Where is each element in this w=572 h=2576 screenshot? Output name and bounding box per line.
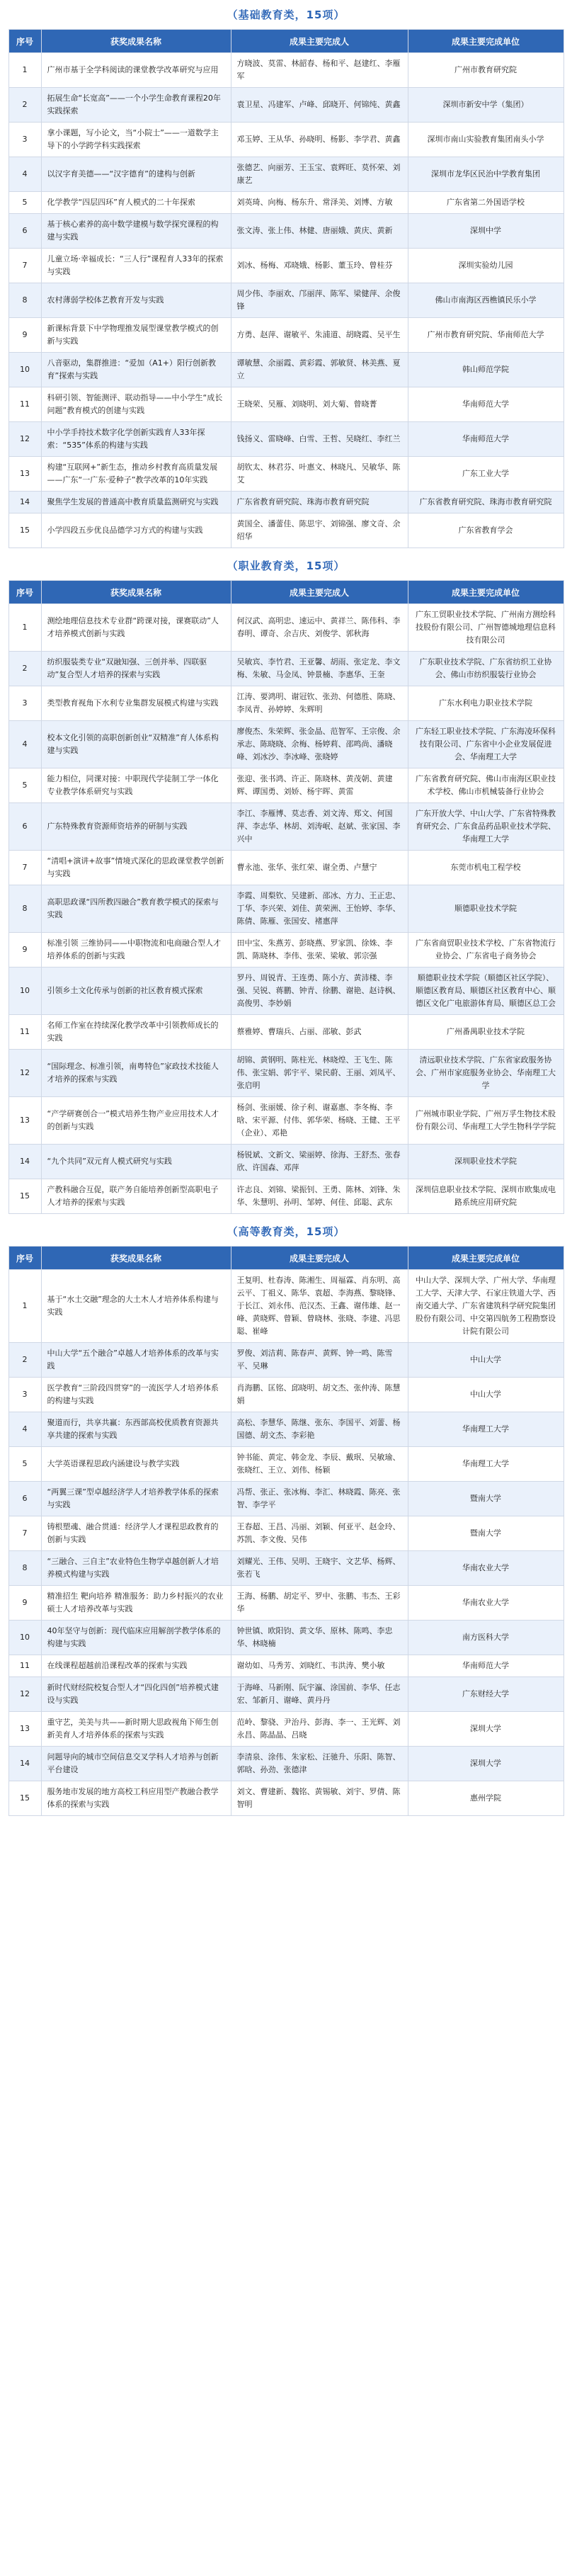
cell-unit: 广州城市职业学院、广州万孚生物技术股份有限公司、华南理工大学生物科学学院 (408, 1097, 564, 1145)
cell-people: 刘英琦、向梅、杨东升、常泽美、刘博、方敏 (231, 192, 408, 214)
cell-no: 14 (8, 1145, 41, 1179)
cell-no: 11 (8, 1015, 41, 1050)
cell-name: 名师工作室在持续深化教学改革中引领教师成长的实践 (41, 1015, 231, 1050)
cell-people: 王春超、王昌、冯丽、刘颖、何亚平、赵金玲、苏凯、李文俊、吴伟 (231, 1516, 408, 1551)
cell-unit: 广东省第二外国语学校 (408, 192, 564, 214)
table-row (8, 721, 564, 768)
cell-no: 10 (8, 968, 41, 1015)
cell-name: 聚焦学生发展的普通高中教育质量监测研究与实践 (41, 492, 231, 514)
table-row (8, 1179, 564, 1214)
cell-name: 服务地市发展的地方高校工科应用型产教融合教学体系的探索与实践 (41, 1781, 231, 1816)
awards-table (8, 1246, 564, 1816)
table-row (8, 1586, 564, 1621)
cell-no: 7 (8, 1516, 41, 1551)
cell-unit: 东莞市机电工程学校 (408, 851, 564, 885)
table-row (8, 318, 564, 353)
cell-people: 王复明、杜春涛、陈湘生、周福霖、肖东明、高云平、丁祖义、陈华、袁超、李海燕、黎晓锋、于长江、刘永伟、范汉杰、王鑫、谢伟雄、赵一峰、黄晓辉、曾颖、曾晓林、张晓、李建、冯思聪、崔峰 (231, 1270, 408, 1343)
cell-name: “清唱+演讲+故事”情境式深化的思政课堂教学创新与实践 (41, 851, 231, 885)
table-header-row (8, 30, 564, 53)
cell-name: 拓展生命“长宽高”——一个小学生命教育课程20年实践探索 (41, 88, 231, 123)
cell-people: 罗丹、周锐青、王连勇、陈小方、黄沛楼、李强、吴锐、蒋鹏、钟青、徐鹏、谢艳、赵诗枫、高俊男、李妙娟 (231, 968, 408, 1015)
column-header-no: 序号 (8, 30, 41, 53)
cell-name: 科研引领、智能测评、联动指导——中小学生“成长问题”教育模式的创建与实践 (41, 387, 231, 422)
cell-name: 新时代财经院校复合型人才“四化四创”培养模式建设与实践 (41, 1677, 231, 1712)
cell-unit: 广东轻工职业技术学院、广东海凌环保科技有限公司、广东省中小企业发展促进会、华南理工大学 (408, 721, 564, 768)
cell-people: 肖海鹏、匡铭、邱晓明、胡文杰、张仲涛、陈慧娟 (231, 1378, 408, 1412)
cell-name: 中山大学“五个融合”卓越人才培养体系的改革与实践 (41, 1343, 231, 1378)
cell-people: 高松、李慧华、陈继、张东、李国平、刘蕾、杨国德、胡文杰、李彩艳 (231, 1412, 408, 1447)
cell-name: 构建“互联网+”新生态，推动乡村教育高质量发展——广东“一广东·爱种子”教学改革的10年实践 (41, 457, 231, 492)
cell-people: 谢幼如、马秀芳、刘晓红、韦洪涛、樊小敏 (231, 1655, 408, 1677)
table-row (8, 1050, 564, 1097)
table-row (8, 283, 564, 318)
cell-no: 3 (8, 123, 41, 157)
cell-no: 6 (8, 214, 41, 249)
cell-no: 1 (8, 1270, 41, 1343)
cell-name: “两翼三课”型卓越经济学人才培养教学体系的探索与实践 (41, 1482, 231, 1516)
table-row (8, 885, 564, 933)
cell-unit: 顺德职业技术学院 (408, 885, 564, 933)
cell-no: 5 (8, 1447, 41, 1482)
cell-unit: 广州市教育研究院、华南师范大学 (408, 318, 564, 353)
column-header-people: 成果主要完成人 (231, 1247, 408, 1270)
table-header-row (8, 1247, 564, 1270)
table-row (8, 1343, 564, 1378)
table-row (8, 214, 564, 249)
cell-people: 胡钦太、林君芬、叶惠文、林晓凡、吴敏华、陈艾 (231, 457, 408, 492)
cell-people: 邓玉婷、王从华、孙晓明、杨影、李学君、黄鑫 (231, 123, 408, 157)
table-row (8, 1447, 564, 1482)
table-row (8, 53, 564, 88)
cell-unit: 深圳实验幼儿园 (408, 249, 564, 283)
table-row (8, 157, 564, 192)
table-row (8, 514, 564, 548)
cell-people: 钟世镇、欧阳钧、黄文华、原林、陈鸣、李忠华、林晓楠 (231, 1621, 408, 1655)
column-header-unit: 成果主要完成单位 (408, 581, 564, 604)
section-title: （基础教育类，15项） (227, 8, 345, 21)
cell-people: 李江、李雁博、莫志香、刘文涛、郑文、何国萍、李志华、林胡、刘涛岷、赵斌、张家国、李兴中 (231, 803, 408, 851)
table-row (8, 1551, 564, 1586)
cell-no: 13 (8, 1097, 41, 1145)
table-row (8, 1516, 564, 1551)
cell-people: 范岭、黎骁、尹治丹、彭海、李一、王光辉、刘永昌、陈晶晶、吕晓 (231, 1712, 408, 1747)
cell-unit: 广东水利电力职业技术学院 (408, 686, 564, 721)
table-row (8, 387, 564, 422)
cell-name: 高职思政课“四所教四融合”教育教学模式的探索与实践 (41, 885, 231, 933)
table-row (8, 1747, 564, 1781)
cell-people: 广东省教育研究院、珠海市教育研究院 (231, 492, 408, 514)
cell-unit: 广州市教育研究院 (408, 53, 564, 88)
cell-no: 11 (8, 387, 41, 422)
table-row (8, 353, 564, 387)
cell-no: 11 (8, 1655, 41, 1677)
cell-unit: 南方医科大学 (408, 1621, 564, 1655)
section-title: （职业教育类，15项） (227, 560, 345, 572)
cell-people: 刘耀光、王伟、吴明、王晓宇、文艺华、杨辉、张若飞 (231, 1551, 408, 1586)
cell-unit: 广东省教育学会 (408, 514, 564, 548)
table-row (8, 851, 564, 885)
table-row (8, 1145, 564, 1179)
cell-name: 测绘地理信息技术专业群“跨课对接，课赛联动”人才培养模式创新与实践 (41, 604, 231, 652)
cell-unit: 中山大学 (408, 1343, 564, 1378)
cell-no: 15 (8, 1179, 41, 1214)
table-row (8, 604, 564, 652)
cell-people: 冯帮、张正、张冰梅、李汇、林晓霞、陈亮、张智、李学平 (231, 1482, 408, 1516)
cell-unit: 佛山市南海区西樵镇民乐小学 (408, 283, 564, 318)
cell-no: 12 (8, 422, 41, 457)
cell-no: 5 (8, 768, 41, 803)
cell-name: 医学教育“三阶段四贯穿”的一流医学人才培养体系的构建与实践 (41, 1378, 231, 1412)
cell-name: 问题导向的城市空间信息交叉学科人才培养与创新平台建设 (41, 1747, 231, 1781)
cell-no: 8 (8, 283, 41, 318)
cell-name: 类型教育视角下水利专业集群发展模式构建与实践 (41, 686, 231, 721)
cell-people: 刘冰、杨梅、邓晓娥、杨影、董玉玲、曾桂芬 (231, 249, 408, 283)
cell-people: 钟书能、黄定、韩金龙、李辰、戴珉、吴敏瑜、张晓红、王立、刘伟、杨颖 (231, 1447, 408, 1482)
cell-name: 在线课程超越前沿课程改革的探索与实践 (41, 1655, 231, 1677)
cell-unit: 华南理工大学 (408, 1447, 564, 1482)
cell-people: 吴敏宾、李竹君、王亚馨、胡雨、张定龙、李文梅、朱敏、马金凤、钟景楠、李惠华、王奎 (231, 652, 408, 686)
cell-unit: 广东工贸职业技术学院、广州南方测绘科技股份有限公司、广州智德城地理信息科技有限公司 (408, 604, 564, 652)
cell-unit: 暨南大学 (408, 1482, 564, 1516)
cell-name: 拿小课题，写小论文，当“小院士”——一道数学主导下的小学跨学科实践探索 (41, 123, 231, 157)
cell-unit: 中山大学 (408, 1378, 564, 1412)
cell-people: 周少伟、李丽欢、邝丽萍、陈军、梁健萍、余俊锋 (231, 283, 408, 318)
column-header-name: 获奖成果名称 (41, 1247, 231, 1270)
cell-unit: 广东职业技术学院、广东省纺织工业协会、佛山市纺织服装行业协会 (408, 652, 564, 686)
cell-no: 10 (8, 353, 41, 387)
cell-no: 6 (8, 1482, 41, 1516)
cell-name: 重守艺，美美与共——新时期大思政视角下师生创新美育人才培养体系的探索与实践 (41, 1712, 231, 1747)
table-row (8, 1712, 564, 1747)
cell-no: 9 (8, 318, 41, 353)
table-row (8, 968, 564, 1015)
cell-name: 中小学手持技术数字化学创新实践育人33年探索：“535”体系的构建与实践 (41, 422, 231, 457)
cell-name: 引领乡土文化传承与创新的社区教育模式探索 (41, 968, 231, 1015)
table-row (8, 1781, 564, 1816)
cell-unit: 惠州学院 (408, 1781, 564, 1816)
table-row (8, 1482, 564, 1516)
cell-no: 4 (8, 157, 41, 192)
cell-unit: 华南理工大学 (408, 1412, 564, 1447)
cell-no: 14 (8, 492, 41, 514)
page (0, 7, 572, 1816)
cell-people: 钱扬义、雷晓峰、白雪、王哲、吴晓红、李红兰 (231, 422, 408, 457)
cell-people: 于海峰、马新刚、阮宇瀛、涂国前、李华、任志宏、邹新月、谢峰、黄丹丹 (231, 1677, 408, 1712)
table-row (8, 422, 564, 457)
cell-people: 方晓波、莫雷、林韶春、杨和平、赵建红、李雁军 (231, 53, 408, 88)
cell-no: 4 (8, 1412, 41, 1447)
cell-unit: 广东省教育研究院、佛山市南海区职业技术学校、佛山市机械装备行业协会 (408, 768, 564, 803)
cell-people: 王海、杨鹏、胡定平、罗中、张鹏、韦杰、王彩华 (231, 1586, 408, 1621)
cell-people: 王晓荣、吴雁、刘晓明、刘大菊、曾晓菁 (231, 387, 408, 422)
table-row (8, 1378, 564, 1412)
cell-unit: 深圳中学 (408, 214, 564, 249)
table-row (8, 123, 564, 157)
cell-no: 15 (8, 1781, 41, 1816)
column-header-people: 成果主要完成人 (231, 581, 408, 604)
cell-no: 8 (8, 1551, 41, 1586)
cell-no: 7 (8, 851, 41, 885)
awards-table (8, 580, 564, 1214)
cell-unit: 华南农业大学 (408, 1586, 564, 1621)
cell-name: 大学英语课程思政内涵建设与教学实践 (41, 1447, 231, 1482)
cell-unit: 广州番禺职业技术学院 (408, 1015, 564, 1050)
cell-unit: 深圳信息职业技术学院、深圳市欧集成电路系统应用研究院 (408, 1179, 564, 1214)
cell-name: 纺织服装类专业“双融知强、三创并举、四联驱动”复合型人才培养的探索与实践 (41, 652, 231, 686)
cell-unit: 广东省教育研究院、珠海市教育研究院 (408, 492, 564, 514)
column-header-unit: 成果主要完成单位 (408, 1247, 564, 1270)
cell-people: 杨锐斌、文新文、梁丽婷、徐海、王舒杰、张春欣、许国森、邓萍 (231, 1145, 408, 1179)
cell-no: 3 (8, 1378, 41, 1412)
cell-name: 广东特殊教育资源师资培养的研制与实践 (41, 803, 231, 851)
cell-unit: 广东财经大学 (408, 1677, 564, 1712)
table-row (8, 768, 564, 803)
cell-name: 基于“水土交融”理念的大土木人才培养体系构建与实践 (41, 1270, 231, 1343)
cell-name: 校本文化引领的高职创新创业“双精准”育人体系构建与实践 (41, 721, 231, 768)
cell-people: 胡锦、黄钢明、陈柱光、林晓煌、王飞生、陈伟、张宝娟、郭宇平、梁民蔚、王丽、刘凤平、张启明 (231, 1050, 408, 1097)
cell-no: 2 (8, 1343, 41, 1378)
cell-name: 标准引领 三维协同——中职物流和电商融合型人才培养体系的创新与实践 (41, 933, 231, 968)
table-row (8, 933, 564, 968)
table-row (8, 1270, 564, 1343)
cell-people: 蔡雅婷、曹瑞兵、占丽、邵敏、彭武 (231, 1015, 408, 1050)
cell-no: 14 (8, 1747, 41, 1781)
cell-people: 袁卫星、冯建军、卢峰、邱晓开、何锦纯、黄鑫 (231, 88, 408, 123)
table-row (8, 652, 564, 686)
cell-name: “国际理念、标准引领，南粤特色”家政技术技能人才培养的探索与实践 (41, 1050, 231, 1097)
table-row (8, 192, 564, 214)
table-header-row (8, 581, 564, 604)
cell-no: 2 (8, 652, 41, 686)
section-title: （高等教育类，15项） (227, 1225, 345, 1238)
cell-name: 铸根塑魂、融合贯通：经济学人才课程思政教育的创新与实践 (41, 1516, 231, 1551)
cell-no: 2 (8, 88, 41, 123)
column-header-name: 获奖成果名称 (41, 581, 231, 604)
column-header-no: 序号 (8, 581, 41, 604)
cell-people: 张迎、张书鸿、许正、陈晓林、黄茂朝、黄建辉、谭国勇、刘娇、杨宇晖、黄雷 (231, 768, 408, 803)
cell-people: 曹永池、张华、张红荣、谢全勇、卢慧宁 (231, 851, 408, 885)
cell-unit: 深圳市新安中学（集团） (408, 88, 564, 123)
cell-unit: 深圳大学 (408, 1712, 564, 1747)
cell-no: 3 (8, 686, 41, 721)
table-row (8, 1621, 564, 1655)
cell-people: 许志良、刘锦、梁振钊、王勇、陈林、刘锋、朱华、朱慧明、孙明、邹婷、何佳、邱聪、武东 (231, 1179, 408, 1214)
cell-unit: 华南师范大学 (408, 422, 564, 457)
cell-unit: 华南师范大学 (408, 1655, 564, 1677)
cell-unit: 华南师范大学 (408, 387, 564, 422)
cell-name: 聚道而行，共享共赢：东西部高校优质教育资源共享共建的探索与实践 (41, 1412, 231, 1447)
cell-name: 小学四段五步优良品德学习方式的构建与实践 (41, 514, 231, 548)
cell-unit: 中山大学、深圳大学、广州大学、华南理工大学、天津大学、石家庄铁道大学、西南交通大学、广东省建筑科学研究院集团股份有限公司、中交第四航务工程勘察设计院有限公司 (408, 1270, 564, 1343)
cell-no: 9 (8, 933, 41, 968)
column-header-name: 获奖成果名称 (41, 30, 231, 53)
table-row (8, 249, 564, 283)
table-row (8, 803, 564, 851)
cell-name: 新课标背景下中学物理推发展型课堂教学模式的创新与实践 (41, 318, 231, 353)
column-header-unit: 成果主要完成单位 (408, 30, 564, 53)
cell-unit: 顺德职业技术学院（顺德区社区学院）、顺德区教育局、顺德区社区教育中心、顺德区文化广电旅游体育局、顺德区总工会 (408, 968, 564, 1015)
table-row (8, 457, 564, 492)
cell-name: 农村薄弱学校体艺教育开发与实践 (41, 283, 231, 318)
cell-name: 广州市基于全学科阅读的课堂教学改革研究与应用 (41, 53, 231, 88)
cell-unit: 清远职业技术学院、广东省家政服务协会、广州市家庭服务业协会、华南理工大学 (408, 1050, 564, 1097)
cell-no: 9 (8, 1586, 41, 1621)
cell-people: 田中宝、朱燕芳、彭晓燕、罗家凯、徐姝、李凯、陈晓林、李伟、张荣、梁敏、郭宗强 (231, 933, 408, 968)
cell-no: 10 (8, 1621, 41, 1655)
cell-name: 基于核心素养的高中数学建模与数学探究课程的构建与实践 (41, 214, 231, 249)
cell-no: 6 (8, 803, 41, 851)
cell-no: 7 (8, 249, 41, 283)
cell-people: 刘文、曹建新、魏铭、黄锡敏、刘宇、罗倩、陈智明 (231, 1781, 408, 1816)
cell-name: 儿童立场·幸福成长：“三人行”课程育人33年的探索与实践 (41, 249, 231, 283)
cell-unit: 暨南大学 (408, 1516, 564, 1551)
table-row (8, 1655, 564, 1677)
cell-name: 能力相位，同课对接：中职现代学徒制工学一体化专业教学体系研究与实践 (41, 768, 231, 803)
cell-people: 谭敏慧、余丽霞、黄彩霞、郭敏贤、林美燕、夏立 (231, 353, 408, 387)
cell-name: 产教科融合互促，联产务自能培养创新型高职电子人才培养的探索与实践 (41, 1179, 231, 1214)
cell-unit: 深圳市龙华区民治中学教育集团 (408, 157, 564, 192)
table-row (8, 1412, 564, 1447)
table-row (8, 686, 564, 721)
column-header-no: 序号 (8, 1247, 41, 1270)
table-row (8, 1015, 564, 1050)
cell-people: 李霞、周梨钦、吴建新、邵冰、方力、王正忠、丁华、李兴荣、刘佳、黄荣洲、王怡婷、李华、陈倩、陈雁、张国安、褚惠萍 (231, 885, 408, 933)
cell-no: 8 (8, 885, 41, 933)
cell-unit: 深圳市南山实验教育集团南头小学 (408, 123, 564, 157)
cell-no: 12 (8, 1050, 41, 1097)
cell-no: 5 (8, 192, 41, 214)
cell-people: 何汉武、高明忠、速运中、黄祥兰、陈伟科、李春明、谭奇、余吉庆、刘俊学、郭秋海 (231, 604, 408, 652)
cell-unit: 广东开放大学、中山大学、广东省特殊教育研究会、广东食品药品职业技术学院、华南理工大学 (408, 803, 564, 851)
cell-no: 15 (8, 514, 41, 548)
table-row (8, 1097, 564, 1145)
cell-name: 八音驱动，集群推进：“爱加（A1+）阳行创新教育”探索与实践 (41, 353, 231, 387)
cell-name: 精准招生 靶向培养 精准服务：助力乡村振兴的农业硕士人才培养改革与实践 (41, 1586, 231, 1621)
cell-people: 李清泉、涂伟、朱家松、汪驰升、乐阳、陈智、郭晗、孙劲、张德津 (231, 1747, 408, 1781)
cell-people: 杨剑、张丽媛、徐子利、谢嘉惠、李冬梅、李晗、宋平源、付伟、郭华荣、杨晓、王健、王平（企业）、邓艳 (231, 1097, 408, 1145)
cell-people: 廖俊杰、朱荣辉、张金晶、范智军、王宗俊、余承志、陈晓晓、余梅、杨婷莉、邵鸣尚、潘晓峰、刘冰沙、李冰峰、张晓婷 (231, 721, 408, 768)
cell-people: 江涛、要鸿明、谢冠钦、张劲、何德胜、陈晓、李凤青、孙婷婷、朱辉明 (231, 686, 408, 721)
column-header-people: 成果主要完成人 (231, 30, 408, 53)
cell-no: 12 (8, 1677, 41, 1712)
table-row (8, 1677, 564, 1712)
cell-people: 张德艺、向丽芳、王玉宝、袁辉旺、莫怀荣、刘康艺 (231, 157, 408, 192)
cell-unit: 广东工业大学 (408, 457, 564, 492)
cell-no: 1 (8, 604, 41, 652)
cell-name: 以汉字育美德——“汉字德育”的建构与创新 (41, 157, 231, 192)
cell-name: “产学研赛创合一”模式培养生物产业应用技术人才的创新与实践 (41, 1097, 231, 1145)
cell-no: 13 (8, 457, 41, 492)
cell-people: 黄国全、潘蕾佳、陈思宇、刘锦强、廖文奇、余绍华 (231, 514, 408, 548)
cell-unit: 深圳职业技术学院 (408, 1145, 564, 1179)
cell-unit: 广东省商贸职业技术学校、广东省物流行业协会、广东省电子商务协会 (408, 933, 564, 968)
cell-no: 4 (8, 721, 41, 768)
cell-no: 1 (8, 53, 41, 88)
cell-name: “三融合、三自主”农业特色生物学卓越创新人才培养模式构建与实践 (41, 1551, 231, 1586)
cell-no: 13 (8, 1712, 41, 1747)
cell-unit: 韩山师范学院 (408, 353, 564, 387)
cell-people: 方勇、赵萍、谢敏平、朱浦道、胡晓霞、吴平生 (231, 318, 408, 353)
table-row (8, 492, 564, 514)
cell-unit: 深圳大学 (408, 1747, 564, 1781)
cell-people: 张文涛、张上伟、林健、唐丽娥、黄庆、黄新 (231, 214, 408, 249)
awards-table (8, 29, 564, 548)
cell-unit: 华南农业大学 (408, 1551, 564, 1586)
cell-name: “九个共同”双元育人模式研究与实践 (41, 1145, 231, 1179)
cell-name: 40年坚守与创新：现代临床应用解剖学教学体系的构建与实践 (41, 1621, 231, 1655)
table-row (8, 88, 564, 123)
cell-name: 化学教学“四层四环”育人模式的二十年探索 (41, 192, 231, 214)
cell-people: 罗俊、刘洁莉、陈春声、黄辉、钟一鸣、陈雪平、吴琳 (231, 1343, 408, 1378)
